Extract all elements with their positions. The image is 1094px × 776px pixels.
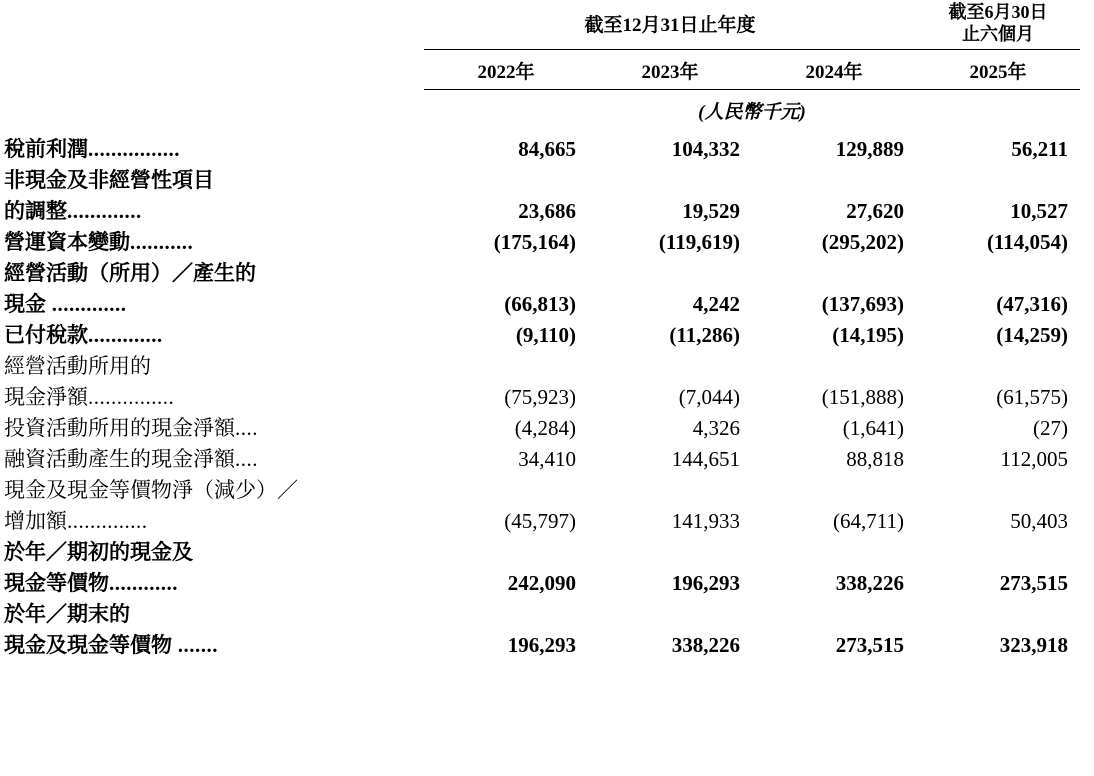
row-leader-dots: .............. <box>67 508 148 533</box>
row-value: (47,316) <box>996 292 1069 317</box>
row-value <box>916 258 1080 289</box>
row-value <box>752 258 916 289</box>
table-row <box>4 444 1080 475</box>
row-label-text: 的調整 <box>4 199 67 224</box>
row-label-text: 於年／期初的現金及 <box>4 539 193 564</box>
table-row <box>4 227 1080 258</box>
row-label-text: 現金 <box>4 292 46 317</box>
row-value: 50,403 <box>1010 508 1069 533</box>
row-value: 4,242 <box>692 292 740 317</box>
row-value <box>588 537 752 568</box>
row-label <box>4 599 424 630</box>
row-value: (7,044) <box>678 384 740 409</box>
row-label-text: 現金及現金等價物淨（減少）／ <box>4 477 298 502</box>
row-label-text: 投資活動所用的現金淨額 <box>4 415 235 440</box>
row-value: (27) <box>1033 415 1069 440</box>
row-value: 196,293 <box>507 632 576 657</box>
row-label-text: 稅前利潤 <box>4 137 88 162</box>
row-leader-dots: .... <box>235 446 258 471</box>
row-value <box>424 351 588 382</box>
row-label-text: 已付稅款 <box>4 323 88 347</box>
row-value: 196,293 <box>671 570 740 595</box>
row-value <box>916 351 1080 382</box>
header-year-2022: 2022年 <box>424 50 588 90</box>
row-value: 141,933 <box>671 508 740 533</box>
row-value: 34,410 <box>518 446 576 471</box>
row-label <box>4 444 424 475</box>
row-value: 242,090 <box>507 570 576 595</box>
cash-flow-table <box>4 0 1080 661</box>
row-value: (4,284) <box>514 415 576 440</box>
row-label <box>4 382 424 413</box>
row-value <box>752 599 916 630</box>
row-label <box>4 506 424 537</box>
row-value <box>424 475 588 506</box>
row-label-text: 增加額 <box>4 508 67 533</box>
row-value: 4,326 <box>692 415 740 440</box>
table-row <box>4 413 1080 444</box>
row-label-text: 融資活動產生的現金淨額 <box>4 446 235 471</box>
row-value <box>588 258 752 289</box>
table-row <box>4 568 1080 599</box>
row-leader-dots: ....... <box>172 632 218 657</box>
row-label-text: 於年／期末的 <box>4 601 130 626</box>
table-row <box>4 537 1080 568</box>
table-row <box>4 630 1080 661</box>
row-value <box>588 351 752 382</box>
row-value: 104,332 <box>671 137 740 162</box>
header-year-2024: 2024年 <box>752 50 916 90</box>
row-value: 273,515 <box>999 570 1069 595</box>
table-row <box>4 475 1080 506</box>
table-row <box>4 506 1080 537</box>
row-label <box>4 568 424 599</box>
row-value <box>424 258 588 289</box>
row-leader-dots: ............. <box>88 323 163 347</box>
row-value: 23,686 <box>518 199 576 224</box>
row-value <box>588 475 752 506</box>
row-value <box>916 599 1080 630</box>
row-value: 338,226 <box>835 570 905 595</box>
header-blank-cell-3 <box>4 90 424 135</box>
row-value <box>916 537 1080 568</box>
row-label <box>4 351 424 382</box>
table-row <box>4 382 1080 413</box>
row-value: 27,620 <box>846 199 905 224</box>
row-value: (66,813) <box>504 292 576 317</box>
row-label <box>4 537 424 568</box>
row-leader-dots: ................ <box>88 137 180 162</box>
table-row <box>4 196 1080 227</box>
row-label <box>4 630 424 661</box>
row-label <box>4 165 424 196</box>
row-value <box>752 165 916 196</box>
row-value <box>588 599 752 630</box>
table-row <box>4 134 1080 165</box>
row-value: (64,711) <box>833 508 905 533</box>
row-leader-dots: ............. <box>46 292 127 317</box>
row-value <box>916 165 1080 196</box>
row-value: (9,110) <box>515 323 576 347</box>
row-value: 56,211 <box>1011 137 1069 162</box>
row-value: 273,515 <box>835 632 905 657</box>
row-value: (151,888) <box>821 384 905 409</box>
header-unit-row <box>4 90 1080 135</box>
row-label-text: 非現金及非經營性項目 <box>4 168 214 193</box>
row-label <box>4 413 424 444</box>
header-group-row <box>4 0 1080 50</box>
row-value: 338,226 <box>671 632 740 657</box>
row-value: 84,665 <box>518 137 576 162</box>
table-body <box>4 134 1080 660</box>
row-label-text: 營運資本變動 <box>4 230 130 255</box>
header-currency-unit: (人民幣千元) <box>698 102 806 124</box>
table-row <box>4 165 1080 196</box>
row-label <box>4 196 424 227</box>
row-leader-dots: ............... <box>88 384 175 409</box>
table-row <box>4 289 1080 320</box>
row-label-text: 現金淨額 <box>4 384 88 409</box>
row-value: 144,651 <box>671 446 740 471</box>
row-label-text: 現金及現金等價物 <box>4 632 172 657</box>
row-value <box>588 165 752 196</box>
row-label-text: 經營活動（所用）／產生的 <box>4 261 256 286</box>
table-header <box>4 0 1080 134</box>
row-value <box>424 599 588 630</box>
header-interim-period-line1: 截至6月30日 <box>948 2 1048 22</box>
row-leader-dots: ............. <box>67 199 142 224</box>
row-label-text: 經營活動所用的 <box>4 353 151 378</box>
row-label <box>4 134 424 165</box>
header-year-2025: 2025年 <box>916 50 1080 90</box>
header-year-row <box>4 50 1080 90</box>
table-row <box>4 599 1080 630</box>
row-value <box>752 475 916 506</box>
row-label <box>4 289 424 320</box>
row-value: (14,195) <box>832 323 905 347</box>
row-value: (45,797) <box>504 508 576 533</box>
row-value: (1,641) <box>842 415 905 440</box>
row-leader-dots: .... <box>235 415 258 440</box>
row-leader-dots: ........... <box>130 230 194 255</box>
row-value: (137,693) <box>821 292 905 317</box>
table-row <box>4 351 1080 382</box>
row-value: (14,259) <box>996 323 1069 347</box>
row-value: (61,575) <box>996 384 1069 409</box>
row-value: (295,202) <box>821 230 905 255</box>
row-label <box>4 475 424 506</box>
row-value: (75,923) <box>504 384 576 409</box>
row-value <box>424 165 588 196</box>
header-interim-period-line2: 止六個月 <box>962 23 1035 44</box>
row-value <box>916 475 1080 506</box>
row-value: 323,918 <box>999 632 1069 657</box>
row-value: (114,054) <box>986 230 1069 255</box>
header-blank-cell-2 <box>4 50 424 90</box>
table-row <box>4 320 1080 351</box>
table-row <box>4 258 1080 289</box>
header-blank-cell <box>4 0 424 50</box>
row-value: (119,619) <box>658 230 740 255</box>
row-value: 129,889 <box>835 137 905 162</box>
row-label-text: 現金等價物 <box>4 570 109 595</box>
row-leader-dots: ............ <box>109 570 178 595</box>
row-value: 19,529 <box>682 199 740 224</box>
header-years-group-label: 截至12月31日止年度 <box>424 0 916 50</box>
row-value: (11,286) <box>669 323 740 347</box>
row-value: 112,005 <box>1000 446 1069 471</box>
row-label <box>4 227 424 258</box>
row-label <box>4 258 424 289</box>
row-value: 88,818 <box>846 446 905 471</box>
row-value: 10,527 <box>1010 199 1069 224</box>
row-label <box>4 320 424 351</box>
row-value: (175,164) <box>493 230 576 255</box>
row-value <box>424 537 588 568</box>
row-value <box>752 351 916 382</box>
header-interim-period-label <box>916 0 1080 50</box>
row-value <box>752 537 916 568</box>
header-year-2023: 2023年 <box>588 50 752 90</box>
